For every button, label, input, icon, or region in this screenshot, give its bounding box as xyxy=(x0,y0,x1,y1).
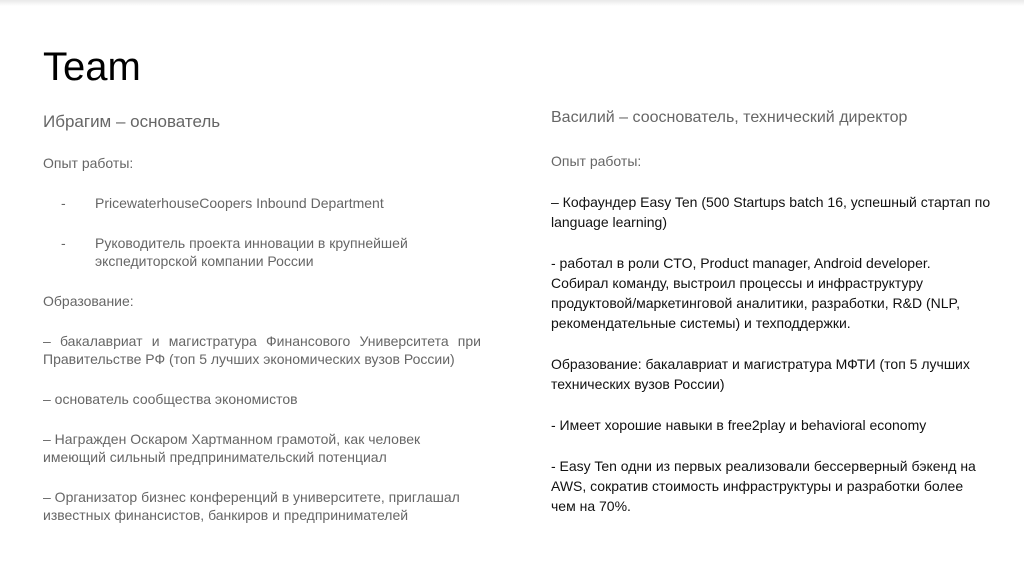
founder-column xyxy=(43,112,481,546)
cofounder-column xyxy=(551,108,991,537)
founder-achievement-paragraph: – Организатор бизнес конференций в университете, приглашал известных финансистов, банкиров и предпринимателей xyxy=(43,489,460,523)
cofounder-paragraph: - Имеет хорошие навыки в free2play и behavioral economy xyxy=(551,417,927,433)
cofounder-paragraph: - работал в роли CTO, Product manager, Android developer. Собирал команду, выстроил процессы и инфраструктуру продуктовой/маркетинговой аналитики, разработки, R&D (NLP, рекомендательные системы) и техподдержки. xyxy=(551,255,960,331)
founder-education-label: Образование: xyxy=(43,293,134,309)
bullet-dash: - xyxy=(61,195,66,211)
cofounder-paragraph: - Easy Ten одни из первых реализовали бессерверный бэкенд на AWS, сократив стоимость инфраструктуры и разработки более чем на 70%. xyxy=(551,458,976,514)
cofounder-heading: Василий – сооснователь, технический директор xyxy=(551,109,908,126)
founder-heading: Ибрагим – основатель xyxy=(43,112,221,131)
bullet-text: Руководитель проекта инновации в крупнейшей экспедиторской компании России xyxy=(95,235,408,269)
founder-experience-label: Опыт работы: xyxy=(43,155,134,171)
founder-education-paragraph: – бакалавриат и магистратура Финансового Университета при Правительстве РФ (топ 5 лучших экономических вузов России) xyxy=(43,333,481,367)
cofounder-paragraph: Образование: бакалавриат и магистратура МФТИ (топ 5 лучших технических вузов России) xyxy=(551,356,970,392)
top-edge-shadow xyxy=(0,0,1024,6)
founder-experience-item xyxy=(43,234,481,270)
founder-achievement-paragraph: – Награжден Оскаром Хартманном грамотой, как человек имеющий сильный предпринимательский потенциал xyxy=(43,431,421,465)
bullet-text: PricewaterhouseCoopers Inbound Department xyxy=(95,195,384,211)
cofounder-experience-label: Опыт работы: xyxy=(551,153,642,169)
bullet-dash: - xyxy=(61,235,66,251)
founder-experience-item xyxy=(43,194,481,212)
slide-title: Team xyxy=(43,45,141,89)
founder-achievement-paragraph: – основатель сообщества экономистов xyxy=(43,391,298,407)
cofounder-paragraph: – Кофаундер Easy Ten (500 Startups batch 16, успешный стартап по language learning) xyxy=(551,194,991,230)
